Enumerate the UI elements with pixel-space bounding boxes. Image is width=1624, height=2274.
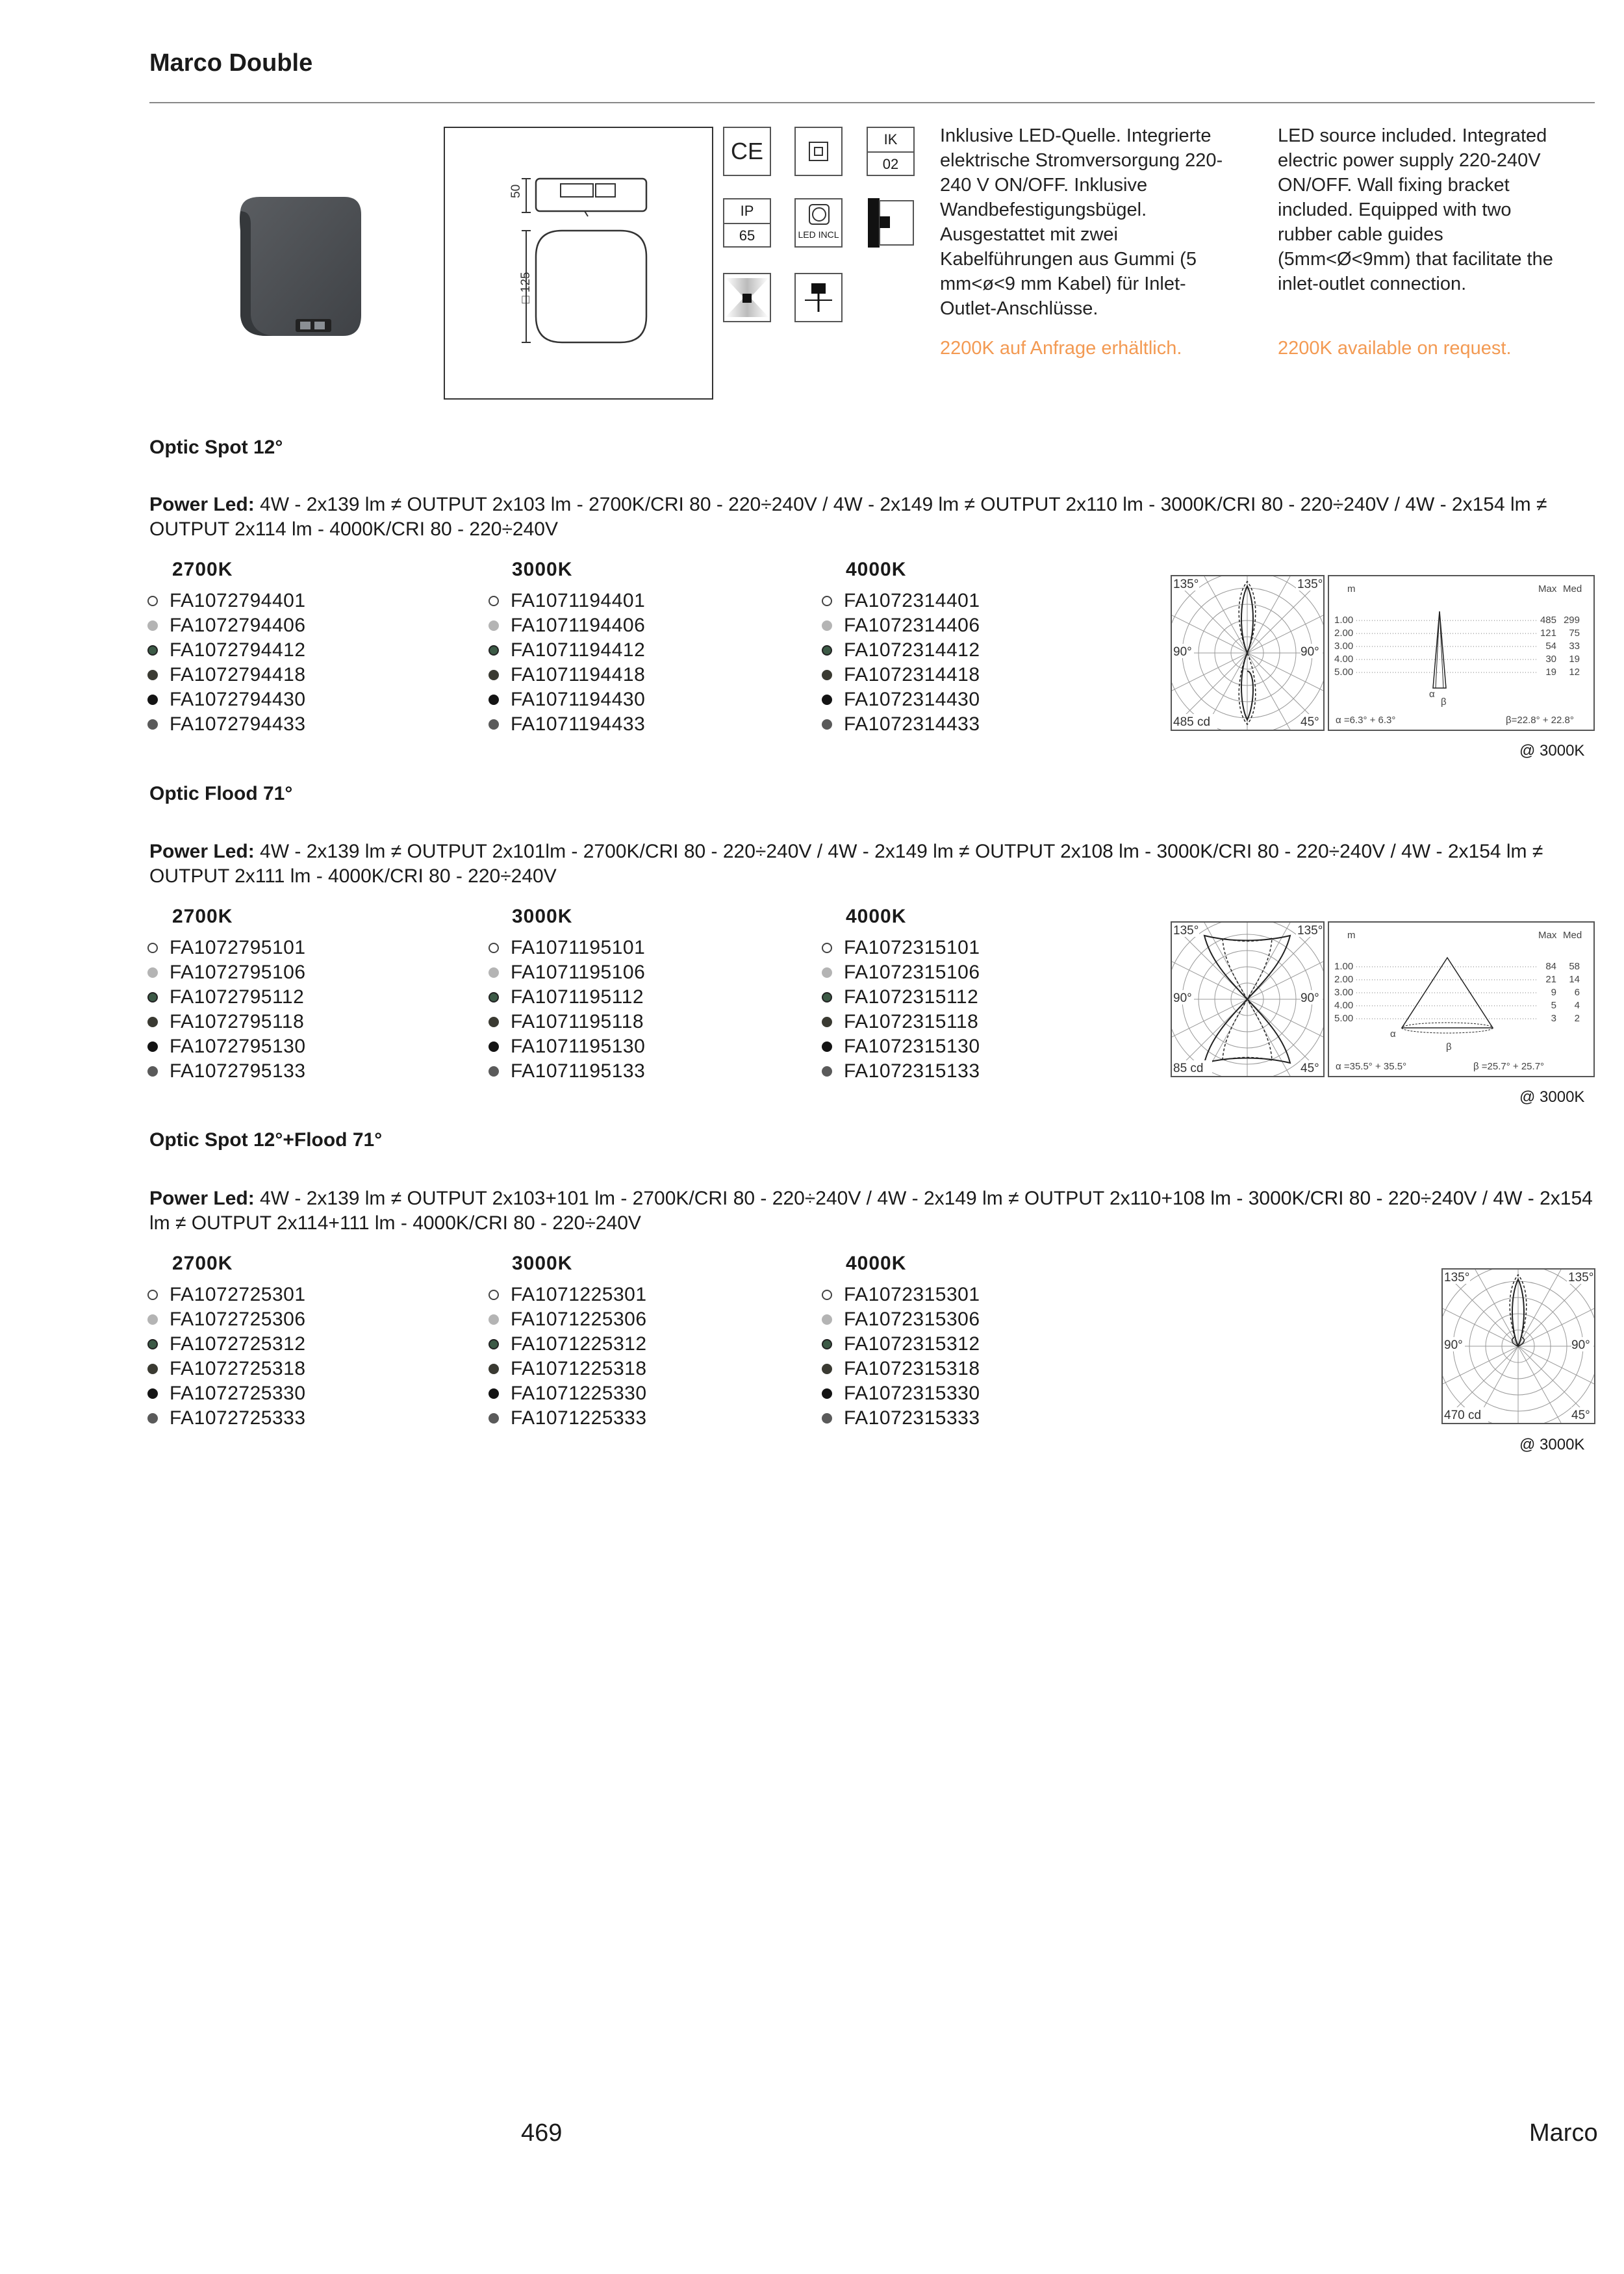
svg-text:Med: Med [1563, 583, 1582, 594]
ik-rating-badge [867, 127, 915, 176]
color-swatch [488, 1413, 499, 1424]
list-item: FA1071195133 [487, 1059, 645, 1084]
color-swatch [822, 967, 832, 978]
svg-text:m: m [1347, 930, 1356, 941]
color-swatch [822, 1041, 832, 1052]
angle-label: 90° [1444, 1338, 1463, 1352]
power-spec: 4W - 2x139 lm ≠ OUTPUT 2x101lm - 2700K/CRI 80 - 220÷240V / 4W - 2x149 lm ≠ OUTPUT 2x108 lm - 3000K/CRI 80 - 220÷240V / 4W - 2x154 lm ≠ OUTPUT 2x111 lm - 4000K/CRI 80 - 220÷240V [149, 841, 1543, 887]
list-item: FA1072314412 [820, 638, 980, 663]
polar-diagram-spot [1171, 575, 1325, 731]
ik-label: IK [868, 128, 913, 153]
column-head-2700k: 2700K [172, 559, 233, 580]
list-item: FA1071195106 [487, 960, 645, 985]
svg-text:121: 121 [1540, 628, 1556, 639]
svg-text:1.00: 1.00 [1334, 615, 1354, 626]
column-head-3000k: 3000K [512, 1253, 573, 1274]
color-swatch [822, 1017, 832, 1027]
svg-text:4: 4 [1574, 1000, 1580, 1011]
color-swatch [822, 1413, 832, 1424]
color-swatch [488, 992, 499, 1003]
angle-label: 135° [1173, 924, 1199, 938]
alpha-angle: α =35.5° + 35.5° [1336, 1061, 1407, 1072]
code-list-3000k [487, 589, 645, 737]
ip-value: 65 [739, 227, 755, 244]
color-swatch [147, 1290, 158, 1300]
column-head-2700k: 2700K [172, 1253, 233, 1274]
svg-text:1.00: 1.00 [1334, 961, 1354, 972]
svg-text:α: α [1390, 1028, 1396, 1040]
svg-text:Med: Med [1563, 930, 1582, 941]
reference-temp: @ 3000K [1519, 1088, 1585, 1106]
color-swatch [147, 1066, 158, 1077]
svg-text:19: 19 [1545, 667, 1556, 678]
color-swatch [488, 670, 499, 680]
angle-label: 45° [1300, 715, 1319, 729]
color-swatch [822, 1339, 832, 1349]
power-led-spot [149, 492, 1595, 542]
angle-label: 135° [1173, 578, 1199, 591]
led-incl-label: LED INCL [798, 229, 839, 240]
list-item: FA1072315333 [820, 1406, 980, 1431]
svg-text:21: 21 [1545, 974, 1556, 985]
code-list-3000k [487, 936, 645, 1084]
recessed-install-icon [794, 273, 843, 322]
angle-label: 90° [1173, 645, 1192, 659]
color-swatch [488, 943, 499, 953]
polar-diagram-flood [1171, 921, 1325, 1077]
code-list-2700k [146, 936, 306, 1084]
availability-note-english: 2200K available on request. [1278, 338, 1512, 359]
code-list-4000k [820, 589, 980, 737]
product-photo [234, 192, 364, 348]
section-title-flood: Optic Flood 71° [149, 783, 293, 804]
color-swatch [147, 1339, 158, 1349]
list-item: FA1072315312 [820, 1332, 980, 1357]
svg-text:33: 33 [1569, 641, 1580, 652]
list-item: FA1071195112 [487, 985, 645, 1010]
ip-rating-badge [723, 198, 771, 248]
list-item: FA1072314401 [820, 589, 980, 613]
color-swatch [822, 719, 832, 730]
svg-text:75: 75 [1569, 628, 1580, 639]
color-swatch [147, 967, 158, 978]
list-item: FA1071194412 [487, 638, 645, 663]
color-swatch [488, 1314, 499, 1325]
list-item: FA1072794401 [146, 589, 306, 613]
list-item: FA1071194401 [487, 589, 645, 613]
list-item: FA1072795112 [146, 985, 306, 1010]
color-swatch [822, 1364, 832, 1374]
svg-text:485: 485 [1540, 615, 1556, 626]
column-head-4000k: 4000K [846, 559, 907, 580]
svg-text:m: m [1347, 583, 1356, 594]
list-item: FA1072794433 [146, 712, 306, 737]
color-swatch [488, 719, 499, 730]
description-german: Inklusive LED-Quelle. Integrierte elektrische Stromversorgung 220-240 V ON/OFF. Inklusive Wandbefestigungsbügel. Ausgestattet mit zwei Kabelführungen aus Gummi (5 mm<ø<9 mm Kabel) für Inlet-Outlet-Anschlüsse. [940, 125, 1223, 319]
header-divider [149, 102, 1595, 103]
candela-label: 485 cd [1173, 715, 1211, 729]
led-included-icon [794, 198, 843, 248]
illuminance-table-flood [1328, 921, 1595, 1077]
color-swatch [147, 1314, 158, 1325]
code-list-4000k [820, 936, 980, 1084]
power-label: Power Led: [149, 841, 255, 862]
list-item: FA1071195130 [487, 1034, 645, 1059]
svg-text:2.00: 2.00 [1334, 974, 1354, 985]
angle-label: 45° [1571, 1409, 1590, 1422]
color-swatch [488, 620, 499, 631]
description-english: LED source included. Integrated electric power supply 220-240V ON/OFF. Wall fixing bracket included. Equipped with two rubber cable guides (5mm<Ø<9mm) that facilitate the inlet-outlet connection. [1278, 125, 1553, 294]
color-swatch [822, 1290, 832, 1300]
list-item: FA1072795130 [146, 1034, 306, 1059]
power-label: Power Led: [149, 494, 255, 515]
svg-text:3.00: 3.00 [1334, 987, 1354, 998]
list-item: FA1072315306 [820, 1307, 980, 1332]
list-item: FA1071225330 [487, 1381, 647, 1406]
color-swatch [488, 967, 499, 978]
list-item: FA1072725330 [146, 1381, 306, 1406]
svg-text:β: β [1446, 1041, 1452, 1053]
color-swatch [488, 645, 499, 656]
angle-label: 135° [1297, 578, 1323, 591]
list-item: FA1071195101 [487, 936, 645, 960]
list-item: FA1071194433 [487, 712, 645, 737]
svg-text:58: 58 [1569, 961, 1580, 972]
angle-label: 135° [1297, 924, 1323, 938]
double-insulation-icon [794, 127, 843, 176]
svg-text:5: 5 [1551, 1000, 1556, 1011]
list-item: FA1072315112 [820, 985, 980, 1010]
svg-text:Max: Max [1538, 583, 1557, 594]
availability-note-german: 2200K auf Anfrage erhältlich. [940, 338, 1182, 359]
ik-value: 02 [882, 156, 899, 172]
dim-height-label: 50 [509, 184, 523, 198]
list-item: FA1071225333 [487, 1406, 647, 1431]
color-swatch [147, 1017, 158, 1027]
wall-mount-icon [868, 198, 916, 248]
list-item: FA1072315133 [820, 1059, 980, 1084]
svg-text:4.00: 4.00 [1334, 1000, 1354, 1011]
svg-text:2.00: 2.00 [1334, 628, 1354, 639]
color-swatch [822, 1314, 832, 1325]
angle-label: 135° [1568, 1271, 1594, 1284]
svg-text:α: α [1429, 689, 1435, 700]
wall-light-down-icon [723, 273, 771, 322]
section-title-spot: Optic Spot 12° [149, 437, 283, 458]
list-item: FA1072315301 [820, 1283, 980, 1307]
color-swatch [147, 1388, 158, 1399]
list-item: FA1072314433 [820, 712, 980, 737]
svg-text:84: 84 [1545, 961, 1556, 972]
color-swatch [822, 1388, 832, 1399]
svg-text:5.00: 5.00 [1334, 1013, 1354, 1024]
color-swatch [488, 1339, 499, 1349]
color-swatch [147, 1364, 158, 1374]
candela-label: 85 cd [1173, 1062, 1204, 1075]
list-item: FA1072315118 [820, 1010, 980, 1034]
color-swatch [822, 596, 832, 606]
svg-text:5.00: 5.00 [1334, 667, 1354, 678]
product-family: Marco [1529, 2119, 1598, 2147]
beta-angle: β=22.8° + 22.8° [1506, 715, 1574, 726]
svg-text:12: 12 [1569, 667, 1580, 678]
color-swatch [147, 645, 158, 656]
angle-label: 90° [1300, 645, 1319, 659]
color-swatch [147, 695, 158, 705]
angle-label: 45° [1300, 1062, 1319, 1075]
dim-width-label: □ 125 [519, 272, 533, 303]
power-label: Power Led: [149, 1188, 255, 1209]
code-list-2700k [146, 589, 306, 737]
code-list-4000k [820, 1283, 980, 1431]
list-item: FA1072315106 [820, 960, 980, 985]
code-list-3000k [487, 1283, 647, 1431]
svg-text:14: 14 [1569, 974, 1580, 985]
color-swatch [147, 620, 158, 631]
polar-diagram-spot-flood [1441, 1268, 1595, 1424]
list-item: FA1072314418 [820, 663, 980, 687]
column-head-3000k: 3000K [512, 559, 573, 580]
svg-text:54: 54 [1545, 641, 1556, 652]
list-item: FA1072725333 [146, 1406, 306, 1431]
list-item: FA1072794412 [146, 638, 306, 663]
list-item: FA1071225301 [487, 1283, 647, 1307]
page-title: Marco Double [149, 49, 313, 77]
list-item: FA1072725306 [146, 1307, 306, 1332]
power-led-spot-flood [149, 1186, 1595, 1236]
svg-text:β: β [1441, 696, 1447, 708]
list-item: FA1072794406 [146, 613, 306, 638]
ip-label: IP [724, 199, 770, 224]
svg-text:3: 3 [1551, 1013, 1556, 1024]
color-swatch [488, 1041, 499, 1052]
color-swatch [147, 1413, 158, 1424]
angle-label: 135° [1444, 1271, 1470, 1284]
angle-label: 90° [1300, 991, 1319, 1005]
list-item: FA1072315330 [820, 1381, 980, 1406]
beta-angle: β =25.7° + 25.7° [1473, 1061, 1545, 1072]
list-item: FA1072314406 [820, 613, 980, 638]
list-item: FA1072725301 [146, 1283, 306, 1307]
power-led-flood [149, 839, 1595, 889]
color-swatch [147, 1041, 158, 1052]
color-swatch [822, 620, 832, 631]
list-item: FA1072794430 [146, 687, 306, 712]
color-swatch [488, 1290, 499, 1300]
list-item: FA1072315130 [820, 1034, 980, 1059]
angle-label: 90° [1571, 1338, 1590, 1352]
color-swatch [488, 596, 499, 606]
reference-temp: @ 3000K [1519, 742, 1585, 760]
list-item: FA1071194418 [487, 663, 645, 687]
power-spec: 4W - 2x139 lm ≠ OUTPUT 2x103+101 lm - 2700K/CRI 80 - 220÷240V / 4W - 2x149 lm ≠ OUTPUT 2x110+108 lm - 3000K/CRI 80 - 220÷240V / 4W - 2x154 lm ≠ OUTPUT 2x114+111 lm - 4000K/CRI 80 - 220÷240V [149, 1188, 1593, 1234]
svg-text:Max: Max [1538, 930, 1557, 941]
list-item: FA1072795106 [146, 960, 306, 985]
list-item: FA1072795101 [146, 936, 306, 960]
svg-text:6: 6 [1574, 987, 1580, 998]
color-swatch [147, 719, 158, 730]
color-swatch [488, 1017, 499, 1027]
svg-text:30: 30 [1545, 654, 1556, 665]
code-list-2700k [146, 1283, 306, 1431]
list-item: FA1072794418 [146, 663, 306, 687]
color-swatch [147, 943, 158, 953]
candela-label: 470 cd [1444, 1409, 1482, 1422]
power-spec: 4W - 2x139 lm ≠ OUTPUT 2x103 lm - 2700K/CRI 80 - 220÷240V / 4W - 2x149 lm ≠ OUTPUT 2x110 lm - 3000K/CRI 80 - 220÷240V / 4W - 2x154 lm ≠ OUTPUT 2x114 lm - 4000K/CRI 80 - 220÷240V [149, 494, 1547, 540]
color-swatch [822, 943, 832, 953]
svg-text:299: 299 [1563, 615, 1580, 626]
color-swatch [147, 992, 158, 1003]
svg-text:CE: CE [731, 138, 764, 164]
illuminance-table-spot [1328, 575, 1595, 731]
svg-text:4.00: 4.00 [1334, 654, 1354, 665]
column-head-4000k: 4000K [846, 1253, 907, 1274]
list-item: FA1071195118 [487, 1010, 645, 1034]
list-item: FA1071225318 [487, 1357, 647, 1381]
svg-text:2: 2 [1574, 1013, 1580, 1024]
page-number: 469 [521, 2119, 563, 2147]
color-swatch [822, 670, 832, 680]
list-item: FA1071225306 [487, 1307, 647, 1332]
svg-text:9: 9 [1551, 987, 1556, 998]
svg-text:3.00: 3.00 [1334, 641, 1354, 652]
column-head-4000k: 4000K [846, 906, 907, 927]
list-item: FA1072795118 [146, 1010, 306, 1034]
color-swatch [822, 992, 832, 1003]
angle-label: 90° [1173, 991, 1192, 1005]
alpha-angle: α =6.3° + 6.3° [1336, 715, 1396, 726]
list-item: FA1072725312 [146, 1332, 306, 1357]
color-swatch [822, 645, 832, 656]
color-swatch [147, 596, 158, 606]
color-swatch [488, 695, 499, 705]
list-item: FA1072315318 [820, 1357, 980, 1381]
list-item: FA1071225312 [487, 1332, 647, 1357]
reference-temp: @ 3000K [1519, 1436, 1585, 1453]
dimension-drawing [444, 127, 713, 400]
color-swatch [488, 1066, 499, 1077]
list-item: FA1072315101 [820, 936, 980, 960]
list-item: FA1072795133 [146, 1059, 306, 1084]
list-item: FA1071194406 [487, 613, 645, 638]
section-title-spot-flood: Optic Spot 12°+Flood 71° [149, 1129, 383, 1151]
ce-mark-icon [723, 127, 771, 176]
list-item: FA1071194430 [487, 687, 645, 712]
list-item: FA1072725318 [146, 1357, 306, 1381]
column-head-3000k: 3000K [512, 906, 573, 927]
color-swatch [147, 670, 158, 680]
list-item: FA1072314430 [820, 687, 980, 712]
color-swatch [488, 1388, 499, 1399]
column-head-2700k: 2700K [172, 906, 233, 927]
color-swatch [822, 1066, 832, 1077]
svg-text:19: 19 [1569, 654, 1580, 665]
color-swatch [488, 1364, 499, 1374]
color-swatch [822, 695, 832, 705]
